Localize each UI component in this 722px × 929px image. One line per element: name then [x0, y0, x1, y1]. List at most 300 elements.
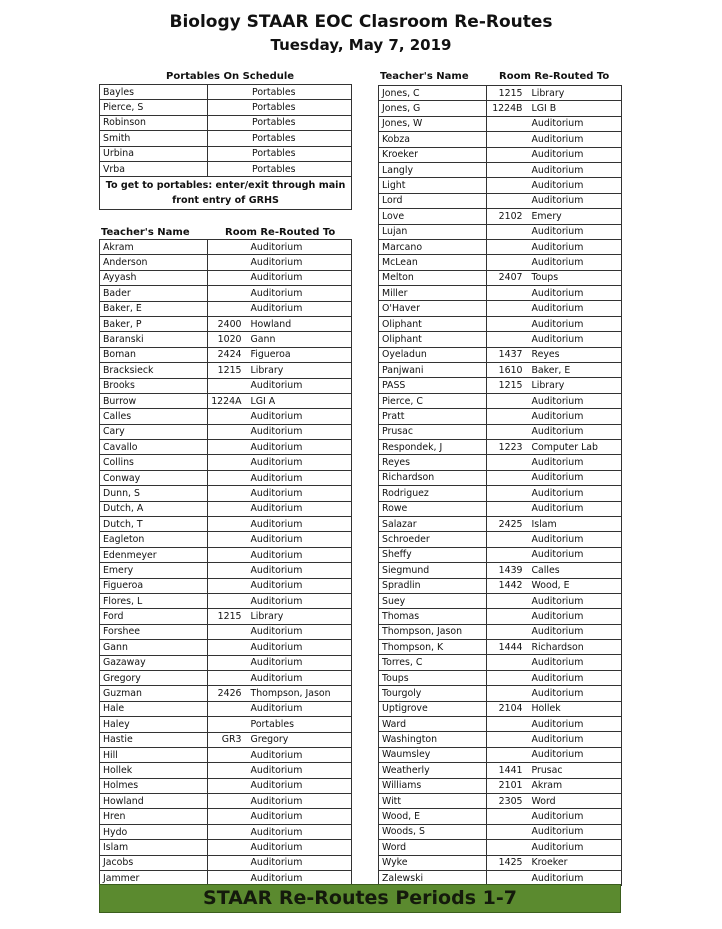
room-number	[208, 670, 248, 685]
room-number	[208, 517, 248, 532]
table-row	[100, 301, 352, 316]
reroute-destination: Auditorium	[529, 686, 622, 701]
reroute-destination: Auditorium	[529, 224, 622, 239]
room-number	[208, 547, 248, 562]
room-number	[208, 655, 248, 670]
table-row	[100, 547, 352, 562]
teacher-name: O'Haver	[379, 301, 487, 316]
reroute-destination: Figueroa	[248, 347, 352, 362]
reroute-destination: Auditorium	[529, 470, 622, 485]
teacher-name: Akram	[100, 240, 208, 255]
room-number	[487, 193, 529, 208]
reroute-destination: Auditorium	[248, 255, 352, 270]
room-number: 2305	[487, 793, 529, 808]
table-row	[379, 193, 622, 208]
room-number	[487, 224, 529, 239]
room-number	[487, 732, 529, 747]
reroute-destination: Auditorium	[529, 624, 622, 639]
reroute-destination: Auditorium	[529, 809, 622, 824]
room-number	[487, 316, 529, 331]
reroute-destination: Portables	[248, 717, 352, 732]
room-number	[487, 455, 529, 470]
teacher-name: Ward	[379, 717, 487, 732]
teacher-name: Collins	[100, 455, 208, 470]
teacher-name: Brooks	[100, 378, 208, 393]
table-row	[379, 270, 622, 285]
room-number	[208, 501, 248, 516]
room-number	[487, 840, 529, 855]
room-number: 1224B	[487, 101, 529, 116]
reroute-destination: Auditorium	[529, 670, 622, 685]
reroute-destination: Wood, E	[529, 578, 622, 593]
reroute-destination: Auditorium	[529, 870, 622, 885]
room-number	[208, 840, 248, 855]
room-number: 1020	[208, 332, 248, 347]
room-number	[208, 763, 248, 778]
reroute-destination: Auditorium	[529, 147, 622, 162]
table-row	[100, 378, 352, 393]
room-number: 1441	[487, 763, 529, 778]
room-number	[487, 593, 529, 608]
reroute-destination: Auditorium	[529, 255, 622, 270]
reroute-destination: Auditorium	[529, 732, 622, 747]
room-number	[208, 240, 248, 255]
room-number: 2425	[487, 516, 529, 531]
reroute-destination: Auditorium	[529, 316, 622, 331]
room-number: 2101	[487, 778, 529, 793]
table-row	[379, 101, 622, 116]
table-row	[379, 147, 622, 162]
teacher-name: Baker, E	[100, 301, 208, 316]
teacher-name: Ford	[100, 609, 208, 624]
room-number	[208, 378, 248, 393]
left-header-room: Room Re-Routed To	[225, 227, 336, 238]
table-row	[100, 855, 352, 870]
table-row	[100, 255, 352, 270]
reroute-destination: Auditorium	[248, 486, 352, 501]
footer-banner: STAAR Re-Routes Periods 1-7	[99, 884, 621, 913]
reroute-destination: Howland	[248, 316, 352, 331]
table-row	[379, 470, 622, 485]
teacher-name: Bader	[100, 286, 208, 301]
room-number	[487, 655, 529, 670]
table-row	[379, 747, 622, 762]
teacher-name: Bayles	[100, 85, 208, 100]
reroute-destination: Library	[529, 86, 622, 101]
table-row	[100, 455, 352, 470]
teacher-name: Thompson, Jason	[379, 624, 487, 639]
table-row	[379, 624, 622, 639]
table-row	[100, 732, 352, 747]
reroute-destination: Auditorium	[529, 532, 622, 547]
room-number	[487, 532, 529, 547]
teacher-name: Emery	[100, 563, 208, 578]
reroute-destination: Auditorium	[529, 132, 622, 147]
teacher-name: Bracksieck	[100, 363, 208, 378]
room-number	[487, 116, 529, 131]
table-row	[379, 763, 622, 778]
reroute-destination: Auditorium	[529, 393, 622, 408]
reroute-destination: Auditorium	[248, 701, 352, 716]
room-number: 2407	[487, 270, 529, 285]
room-number	[208, 778, 248, 793]
table-row	[100, 240, 352, 255]
table-row	[100, 85, 352, 100]
room-number: 1444	[487, 640, 529, 655]
teacher-name: McLean	[379, 255, 487, 270]
reroute-destination: Auditorium	[529, 717, 622, 732]
reroute-destination: Auditorium	[248, 547, 352, 562]
portables-header: Portables On Schedule	[166, 71, 295, 82]
teacher-name: Williams	[379, 778, 487, 793]
teacher-name: Haley	[100, 717, 208, 732]
teacher-name: Word	[379, 840, 487, 855]
reroute-destination: Auditorium	[529, 332, 622, 347]
room-number	[487, 809, 529, 824]
room-number: 2426	[208, 686, 248, 701]
teacher-name: Rowe	[379, 501, 487, 516]
room-number: 1425	[487, 855, 529, 870]
left-header-name: Teacher's Name	[101, 227, 190, 238]
table-row	[100, 701, 352, 716]
reroute-destination: Word	[529, 793, 622, 808]
reroute-destination: Library	[248, 609, 352, 624]
reroute-destination: Auditorium	[248, 670, 352, 685]
room-number	[487, 717, 529, 732]
right-reroute-table	[378, 85, 622, 886]
reroute-destination: Auditorium	[248, 270, 352, 285]
table-row	[100, 100, 352, 115]
teacher-name: Conway	[100, 470, 208, 485]
reroute-destination: Auditorium	[248, 301, 352, 316]
table-row	[379, 855, 622, 870]
teacher-name: Woods, S	[379, 824, 487, 839]
teacher-name: Torres, C	[379, 655, 487, 670]
room-number: 1437	[487, 347, 529, 362]
teacher-name: Jacobs	[100, 855, 208, 870]
table-row	[379, 593, 622, 608]
teacher-name: Lord	[379, 193, 487, 208]
teacher-name: Siegmund	[379, 563, 487, 578]
teacher-name: Howland	[100, 794, 208, 809]
table-row	[100, 409, 352, 424]
reroute-destination: Richardson	[529, 640, 622, 655]
teacher-name: Kroeker	[379, 147, 487, 162]
table-row	[379, 409, 622, 424]
room-number	[487, 486, 529, 501]
reroute-destination: Auditorium	[248, 640, 352, 655]
table-row	[100, 794, 352, 809]
teacher-name: Miller	[379, 286, 487, 301]
room-number	[208, 809, 248, 824]
teacher-name: Hale	[100, 701, 208, 716]
table-row	[100, 161, 352, 176]
reroute-destination: Portables	[208, 161, 352, 176]
table-row	[379, 655, 622, 670]
table-row	[379, 547, 622, 562]
teacher-name: Rodriguez	[379, 486, 487, 501]
table-row	[100, 501, 352, 516]
table-row	[379, 132, 622, 147]
teacher-name: Melton	[379, 270, 487, 285]
table-row	[379, 563, 622, 578]
table-row	[379, 316, 622, 331]
teacher-name: Dunn, S	[100, 486, 208, 501]
room-number	[208, 578, 248, 593]
teacher-name: Waumsley	[379, 747, 487, 762]
reroute-destination: Auditorium	[248, 378, 352, 393]
table-row	[100, 424, 352, 439]
reroute-destination: Portables	[208, 146, 352, 161]
teacher-name: Islam	[100, 840, 208, 855]
teacher-name: Baranski	[100, 332, 208, 347]
teacher-name: Dutch, A	[100, 501, 208, 516]
room-number	[487, 424, 529, 439]
reroute-destination: Thompson, Jason	[248, 686, 352, 701]
reroute-destination: Auditorium	[529, 409, 622, 424]
teacher-name: Thomas	[379, 609, 487, 624]
room-number	[208, 593, 248, 608]
teacher-name: Robinson	[100, 115, 208, 130]
table-row	[379, 439, 622, 454]
table-row	[100, 624, 352, 639]
table-row	[379, 578, 622, 593]
table-row	[379, 255, 622, 270]
table-row	[100, 332, 352, 347]
reroute-destination: Auditorium	[529, 747, 622, 762]
table-row	[379, 209, 622, 224]
table-row	[100, 177, 352, 210]
reroute-destination: Auditorium	[529, 824, 622, 839]
table-row	[379, 840, 622, 855]
reroute-destination: Auditorium	[248, 840, 352, 855]
table-row	[100, 440, 352, 455]
room-number	[487, 409, 529, 424]
room-number	[487, 301, 529, 316]
table-row	[100, 563, 352, 578]
room-number	[208, 794, 248, 809]
reroute-destination: Auditorium	[248, 286, 352, 301]
teacher-name: Hydo	[100, 824, 208, 839]
table-row	[100, 640, 352, 655]
room-number	[487, 132, 529, 147]
teacher-name: Tourgoly	[379, 686, 487, 701]
teacher-name: Hren	[100, 809, 208, 824]
teacher-name: Boman	[100, 347, 208, 362]
teacher-name: Marcano	[379, 239, 487, 254]
table-row	[379, 793, 622, 808]
room-number	[208, 824, 248, 839]
right-header-room: Room Re-Routed To	[499, 71, 610, 82]
reroute-destination: Auditorium	[529, 593, 622, 608]
teacher-name: Wood, E	[379, 809, 487, 824]
table-row	[379, 609, 622, 624]
room-number	[208, 855, 248, 870]
table-row	[100, 316, 352, 331]
table-row	[100, 824, 352, 839]
room-number	[208, 270, 248, 285]
room-number: 1215	[208, 609, 248, 624]
table-row	[379, 640, 622, 655]
reroute-destination: Auditorium	[248, 855, 352, 870]
teacher-name: Calles	[100, 409, 208, 424]
teacher-name: Panjwani	[379, 363, 487, 378]
teacher-name: Jammer	[100, 871, 208, 886]
table-row	[379, 824, 622, 839]
table-row	[379, 501, 622, 516]
teacher-name: Gregory	[100, 670, 208, 685]
room-number: 1215	[487, 378, 529, 393]
teacher-name: Cary	[100, 424, 208, 439]
table-row	[100, 717, 352, 732]
teacher-name: Witt	[379, 793, 487, 808]
table-row	[379, 347, 622, 362]
teacher-name: Zalewski	[379, 870, 487, 885]
teacher-name: Forshee	[100, 624, 208, 639]
table-row	[379, 455, 622, 470]
table-row	[379, 378, 622, 393]
teacher-name: Spradlin	[379, 578, 487, 593]
reroute-destination: Auditorium	[248, 424, 352, 439]
teacher-name: Pierce, C	[379, 393, 487, 408]
portables-table	[99, 84, 352, 210]
reroute-destination: Library	[248, 363, 352, 378]
reroute-destination: Calles	[529, 563, 622, 578]
table-row	[379, 178, 622, 193]
table-row	[379, 701, 622, 716]
page-title: Biology STAAR EOC Clasroom Re-Routes	[169, 12, 553, 32]
room-number	[208, 440, 248, 455]
teacher-name: Pierce, S	[100, 100, 208, 115]
table-row	[100, 532, 352, 547]
table-row	[379, 732, 622, 747]
teacher-name: Sheffy	[379, 547, 487, 562]
room-number: 2400	[208, 316, 248, 331]
teacher-name: Ayyash	[100, 270, 208, 285]
teacher-name: Figueroa	[100, 578, 208, 593]
reroute-destination: Portables	[208, 85, 352, 100]
reroute-destination: Portables	[208, 131, 352, 146]
reroute-destination: Auditorium	[529, 193, 622, 208]
room-number	[208, 624, 248, 639]
table-row	[100, 363, 352, 378]
teacher-name: Baker, P	[100, 316, 208, 331]
reroute-destination: Auditorium	[248, 440, 352, 455]
table-row	[379, 532, 622, 547]
reroute-destination: Reyes	[529, 347, 622, 362]
teacher-name: Richardson	[379, 470, 487, 485]
room-number	[487, 686, 529, 701]
teacher-name: Oliphant	[379, 332, 487, 347]
reroute-destination: Auditorium	[529, 655, 622, 670]
reroute-destination: LGI B	[529, 101, 622, 116]
reroute-destination: LGI A	[248, 393, 352, 408]
reroute-destination: Auditorium	[529, 162, 622, 177]
room-number: 2104	[487, 701, 529, 716]
reroute-destination: Auditorium	[529, 424, 622, 439]
right-header-name: Teacher's Name	[380, 71, 469, 82]
reroute-destination: Auditorium	[248, 778, 352, 793]
teacher-name: Schroeder	[379, 532, 487, 547]
room-number: 1439	[487, 563, 529, 578]
table-row	[379, 286, 622, 301]
reroute-destination: Auditorium	[248, 655, 352, 670]
room-number	[487, 162, 529, 177]
room-number	[487, 239, 529, 254]
room-number	[208, 486, 248, 501]
reroute-destination: Auditorium	[529, 286, 622, 301]
room-number: 2424	[208, 347, 248, 362]
table-row	[100, 517, 352, 532]
reroute-destination: Auditorium	[248, 409, 352, 424]
room-number	[208, 470, 248, 485]
table-row	[100, 470, 352, 485]
table-row	[379, 486, 622, 501]
table-row	[379, 363, 622, 378]
teacher-name: Hollek	[100, 763, 208, 778]
table-row	[100, 609, 352, 624]
teacher-name: Urbina	[100, 146, 208, 161]
reroute-destination: Library	[529, 378, 622, 393]
teacher-name: Cavallo	[100, 440, 208, 455]
room-number: 1215	[487, 86, 529, 101]
left-reroute-table	[99, 239, 352, 886]
room-number: 1215	[208, 363, 248, 378]
table-row	[379, 301, 622, 316]
room-number	[208, 747, 248, 762]
room-number	[487, 747, 529, 762]
teacher-name: Prusac	[379, 424, 487, 439]
teacher-name: Pratt	[379, 409, 487, 424]
reroute-destination: Auditorium	[529, 609, 622, 624]
teacher-name: Gazaway	[100, 655, 208, 670]
table-row	[100, 840, 352, 855]
table-row	[100, 778, 352, 793]
reroute-destination: Auditorium	[529, 116, 622, 131]
reroute-destination: Auditorium	[248, 501, 352, 516]
reroute-destination: Emery	[529, 209, 622, 224]
teacher-name: Uptigrove	[379, 701, 487, 716]
table-row	[379, 332, 622, 347]
room-number	[487, 255, 529, 270]
table-row	[379, 239, 622, 254]
room-number	[208, 424, 248, 439]
room-number	[208, 717, 248, 732]
teacher-name: Dutch, T	[100, 517, 208, 532]
room-number	[487, 470, 529, 485]
table-row	[100, 578, 352, 593]
reroute-destination: Kroeker	[529, 855, 622, 870]
teacher-name: Toups	[379, 670, 487, 685]
table-row	[379, 717, 622, 732]
table-row	[100, 131, 352, 146]
room-number	[208, 701, 248, 716]
teacher-name: Hastie	[100, 732, 208, 747]
teacher-name: Vrba	[100, 161, 208, 176]
teacher-name: Langly	[379, 162, 487, 177]
reroute-destination: Prusac	[529, 763, 622, 778]
portables-note: To get to portables: enter/exit through main front entry of GRHS	[100, 177, 352, 210]
teacher-name: Light	[379, 178, 487, 193]
reroute-destination: Auditorium	[248, 563, 352, 578]
reroute-destination: Hollek	[529, 701, 622, 716]
reroute-destination: Auditorium	[248, 871, 352, 886]
room-number	[487, 609, 529, 624]
teacher-name: Lujan	[379, 224, 487, 239]
room-number: 2102	[487, 209, 529, 224]
table-row	[100, 763, 352, 778]
table-row	[379, 516, 622, 531]
